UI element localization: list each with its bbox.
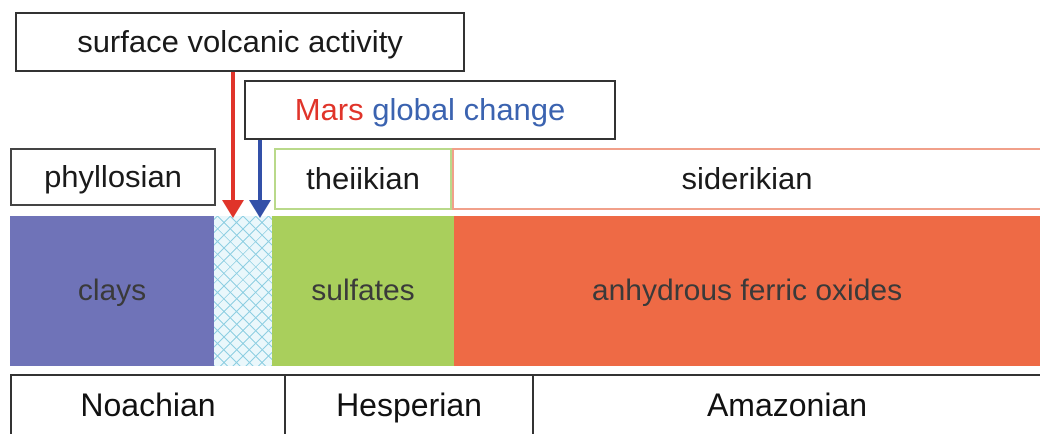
band-sulfates: sulfates	[272, 216, 454, 366]
band-clays: clays	[10, 216, 214, 366]
era-phyllosian: phyllosian	[10, 148, 216, 206]
change-word: change	[463, 92, 566, 127]
period-amazonian: Amazonian	[532, 376, 1040, 434]
era-siderikian: siderikian	[452, 148, 1040, 210]
global-word: global	[372, 92, 455, 127]
mars-word: Mars	[294, 92, 364, 127]
surface-volcanic-activity-label: surface volcanic activity	[15, 12, 465, 72]
blue-arrow	[249, 140, 271, 218]
era-theiikian: theiikian	[274, 148, 452, 210]
period-hesperian: Hesperian	[284, 376, 532, 434]
period-noachian: Noachian	[10, 376, 284, 434]
band-anhydrous-ferric-oxides: anhydrous ferric oxides	[454, 216, 1040, 366]
red-arrow	[222, 72, 244, 218]
